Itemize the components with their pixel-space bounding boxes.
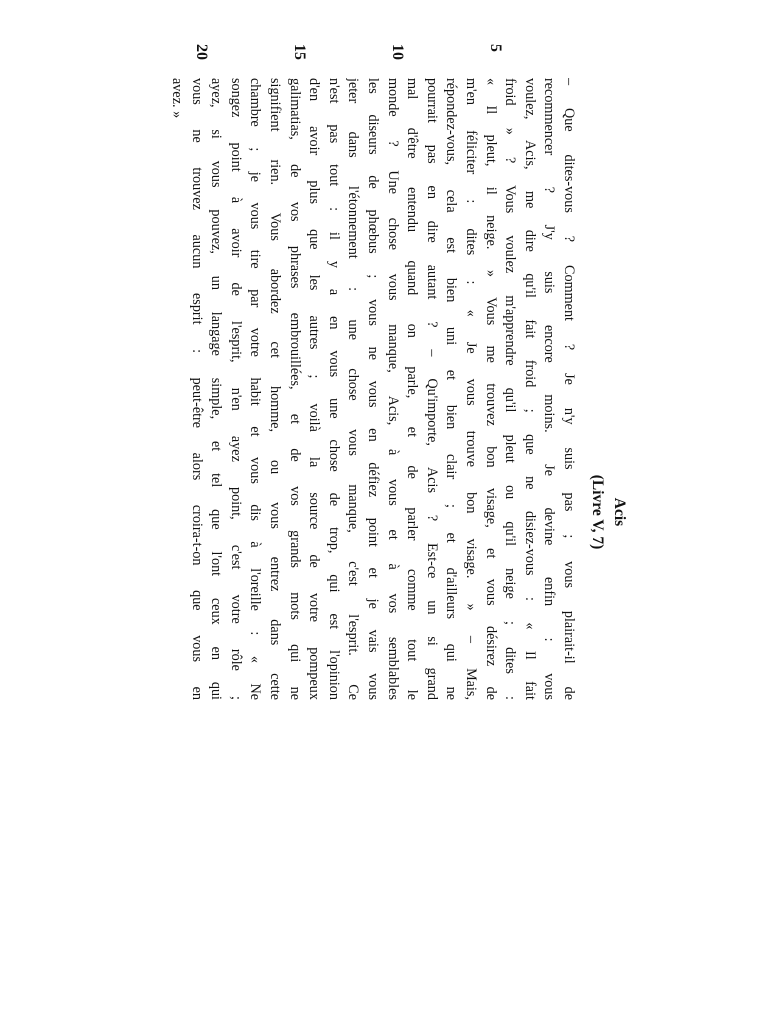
text-line-21: avez. » <box>169 78 186 119</box>
line-number-20: 20 <box>193 44 210 60</box>
heading <box>586 0 630 1024</box>
text-line-10: monde ? Une chose vous manque, Acis, à vous et à vos semblables <box>384 78 401 700</box>
text-line-15: galimatias, de vos phrases embrouillées, et de vos grands mots qui ne <box>286 78 303 700</box>
text-line-2: recommencer ? J'y suis encore moins. Je devine enfin : vous <box>541 78 558 700</box>
line-number-10: 10 <box>389 44 406 60</box>
text-line-1: – Que dites-vous ? Comment ? Je n'y suis pas ; vous plairait-il de <box>561 78 577 700</box>
text-line-13: n'est pas tout : il y a en vous une chose de trop, qui est l'opinion <box>325 78 342 700</box>
text-line-19: ayez, si vous pouvez, un langage simple, et tel que l'ont ceux en qui <box>208 78 225 700</box>
text-line-8: pourrait pas en dire autant ? – Qu'importe, Acis ? Est-ce un si grand <box>423 78 440 700</box>
text-line-6: m'en féliciter : dites : « Je vous trouve bon visage. » – Mais, <box>463 78 480 700</box>
text-line-20: vous ne trouvez aucun esprit : peut-être alors croira-t-on que vous en <box>188 78 205 700</box>
text-line-5: « Il pleut, il neige. » Vous me trouvez bon visage, et vous désirez de <box>482 78 499 700</box>
document-title: Acis <box>611 497 628 527</box>
text-line-12: jeter dans l'étonnement : une chose vous manque, c'est l'esprit. Ce <box>345 78 362 700</box>
text-line-16: signifient rien. Vous abordez cet homme, ou vous entrez dans cette <box>267 78 284 700</box>
text-line-17: chambre ; je vous tire par votre habit et vous dis à l'oreille : « Ne <box>247 78 264 700</box>
text-line-4: froid » ? Vous voulez m'apprendre qu'il pleut ou qu'il neige ; dites : <box>502 78 519 700</box>
body-text <box>167 78 578 700</box>
line-number-15: 15 <box>291 44 308 60</box>
line-number-5: 5 <box>487 44 504 52</box>
text-line-18: songez point à avoir de l'esprit, n'en ayez point, c'est votre rôle ; <box>227 78 244 700</box>
text-line-9: mal d'être entendu quand on parle, et de parler comme tout le <box>404 78 421 700</box>
text-line-14: d'en avoir plus que les autres ; voilà la source de votre pompeux <box>306 78 323 700</box>
document-subtitle: (Livre V, 7) <box>589 474 606 550</box>
text-line-3: voulez, Acis, me dire qu'il fait froid ; que ne disiez-vous : « Il fait <box>521 78 538 700</box>
text-line-11: les diseurs de phœbus ; vous ne vous en défiez point et je vais vous <box>365 78 382 700</box>
text-line-7: répondez-vous, cela est bien uni et bien clair ; et d'ailleurs qui ne <box>443 78 460 700</box>
